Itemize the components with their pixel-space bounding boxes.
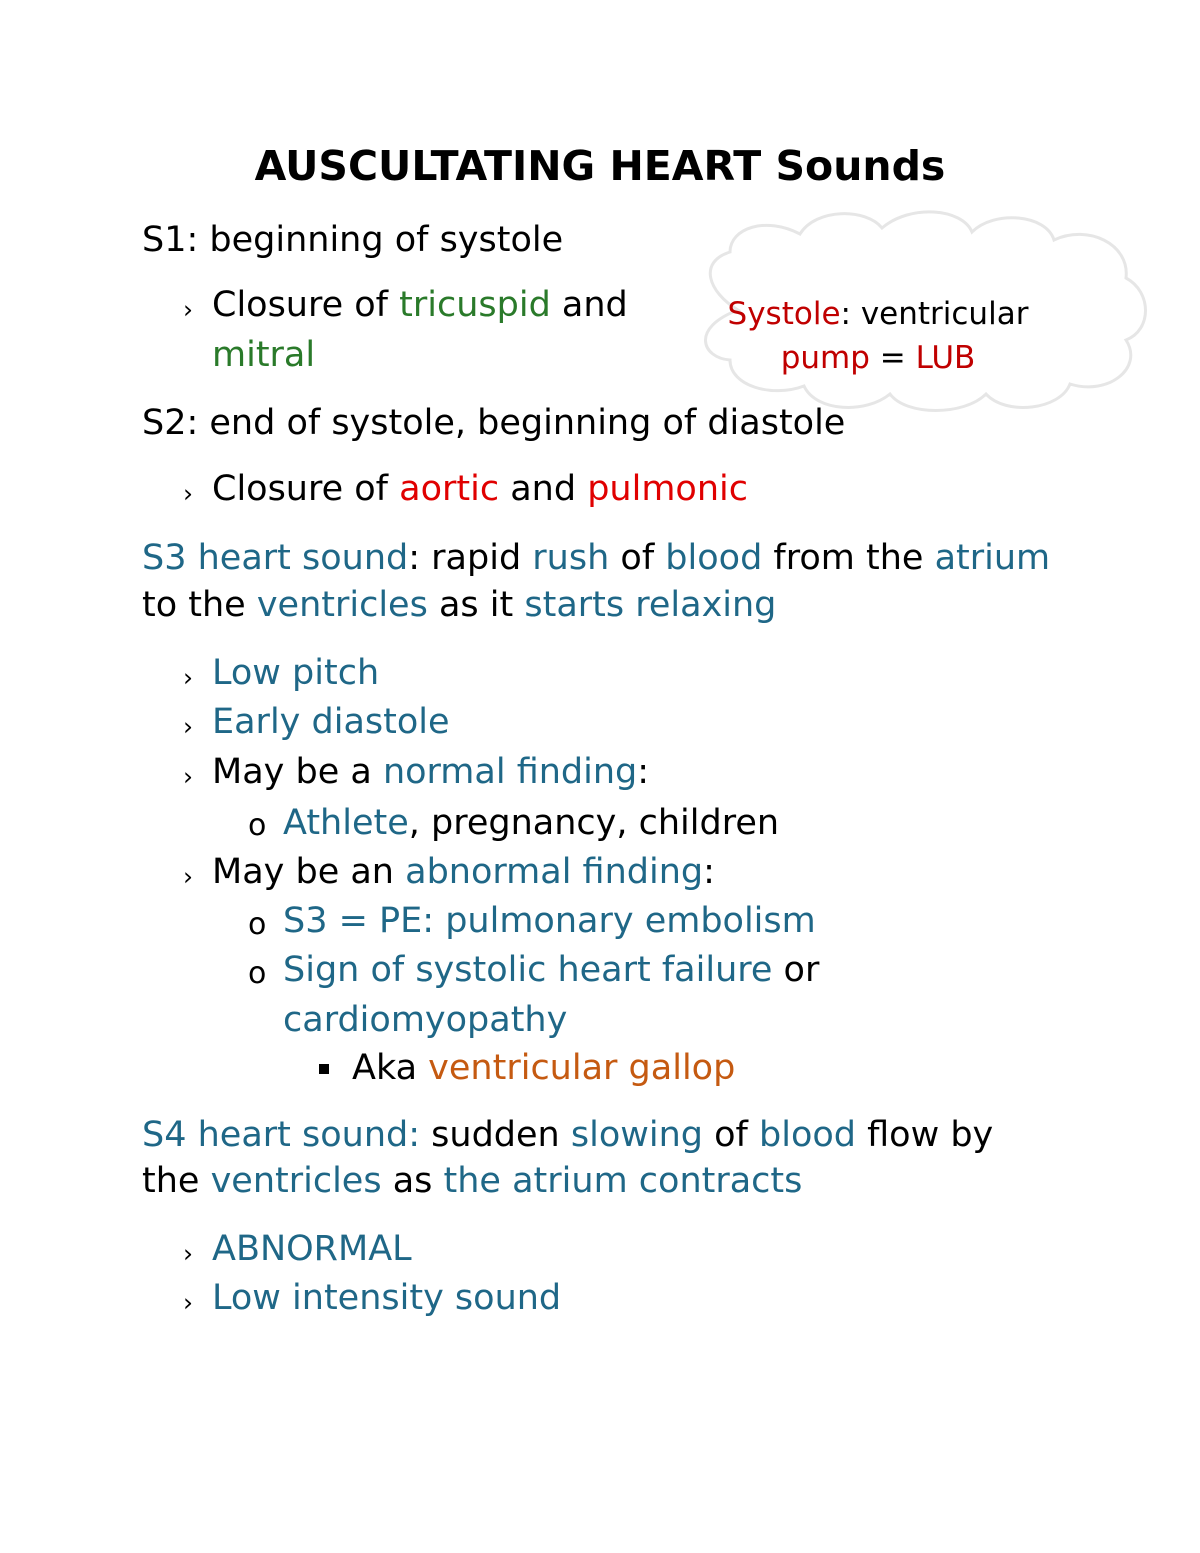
heart-failure-item: Sign of systolic heart failure or <box>283 950 820 990</box>
pump-term: pump <box>780 340 870 376</box>
arrow-bullet-icon: › <box>183 1288 193 1317</box>
pulmonic-term: pulmonic <box>587 469 748 509</box>
lub-term: LUB <box>915 340 976 376</box>
arrow-bullet-icon: › <box>183 295 193 324</box>
tricuspid-term: tricuspid <box>399 285 551 325</box>
athlete-item: Athlete, pregnancy, children <box>283 803 780 843</box>
aortic-term: aortic <box>399 469 500 509</box>
pe-item: S3 = PE: pulmonary embolism <box>283 901 816 941</box>
arrow-bullet-icon: › <box>183 762 193 791</box>
s3-label: S3 heart sound <box>142 538 409 578</box>
mitral-term: mitral <box>212 335 316 375</box>
s2-closure-line: Closure of aortic and pulmonic <box>212 469 748 509</box>
arrow-bullet-icon: › <box>183 1239 193 1268</box>
callout-line-1: Systole: ventricular <box>727 296 1029 332</box>
systole-term: Systole <box>727 296 841 332</box>
s2-heading: S2: end of systole, beginning of diastole <box>142 403 846 443</box>
circle-bullet-icon: o <box>248 907 267 942</box>
arrow-bullet-icon: › <box>183 712 193 741</box>
s1-heading: S1: beginning of systole <box>142 220 564 260</box>
cardiomyopathy-term: cardiomyopathy <box>283 1000 568 1040</box>
s1-closure-line: Closure of tricuspid and <box>212 285 628 325</box>
square-bullet-icon <box>319 1064 329 1074</box>
s3-line-2: to the ventricles as it starts relaxing <box>142 585 777 625</box>
early-diastole-item: Early diastole <box>212 702 450 742</box>
abnormal-finding-item: May be an abnormal finding: <box>212 852 715 892</box>
arrow-bullet-icon: › <box>183 663 193 692</box>
arrow-bullet-icon: › <box>183 479 193 508</box>
normal-finding-item: May be a normal finding: <box>212 752 650 792</box>
low-pitch-item: Low pitch <box>212 653 380 693</box>
s4-line-1: S4 heart sound: sudden slowing of blood flow by <box>142 1115 994 1155</box>
s4-line-2: the ventricles as the atrium contracts <box>142 1161 803 1201</box>
circle-bullet-icon: o <box>248 956 267 991</box>
s4-label: S4 heart sound: <box>142 1115 421 1155</box>
low-intensity-item: Low intensity sound <box>212 1278 562 1318</box>
s4-abnormal-item: ABNORMAL <box>212 1229 412 1269</box>
aka-item: Aka ventricular gallop <box>352 1048 736 1088</box>
s3-line-1: S3 heart sound: rapid rush of blood from the atrium <box>142 538 1051 578</box>
circle-bullet-icon: o <box>248 808 267 843</box>
callout-line-2: pump = LUB <box>780 340 976 376</box>
arrow-bullet-icon: › <box>183 862 193 891</box>
page-title: AUSCULTATING HEART Sounds <box>254 142 946 190</box>
ventricular-gallop-term: ventricular gallop <box>428 1048 736 1088</box>
